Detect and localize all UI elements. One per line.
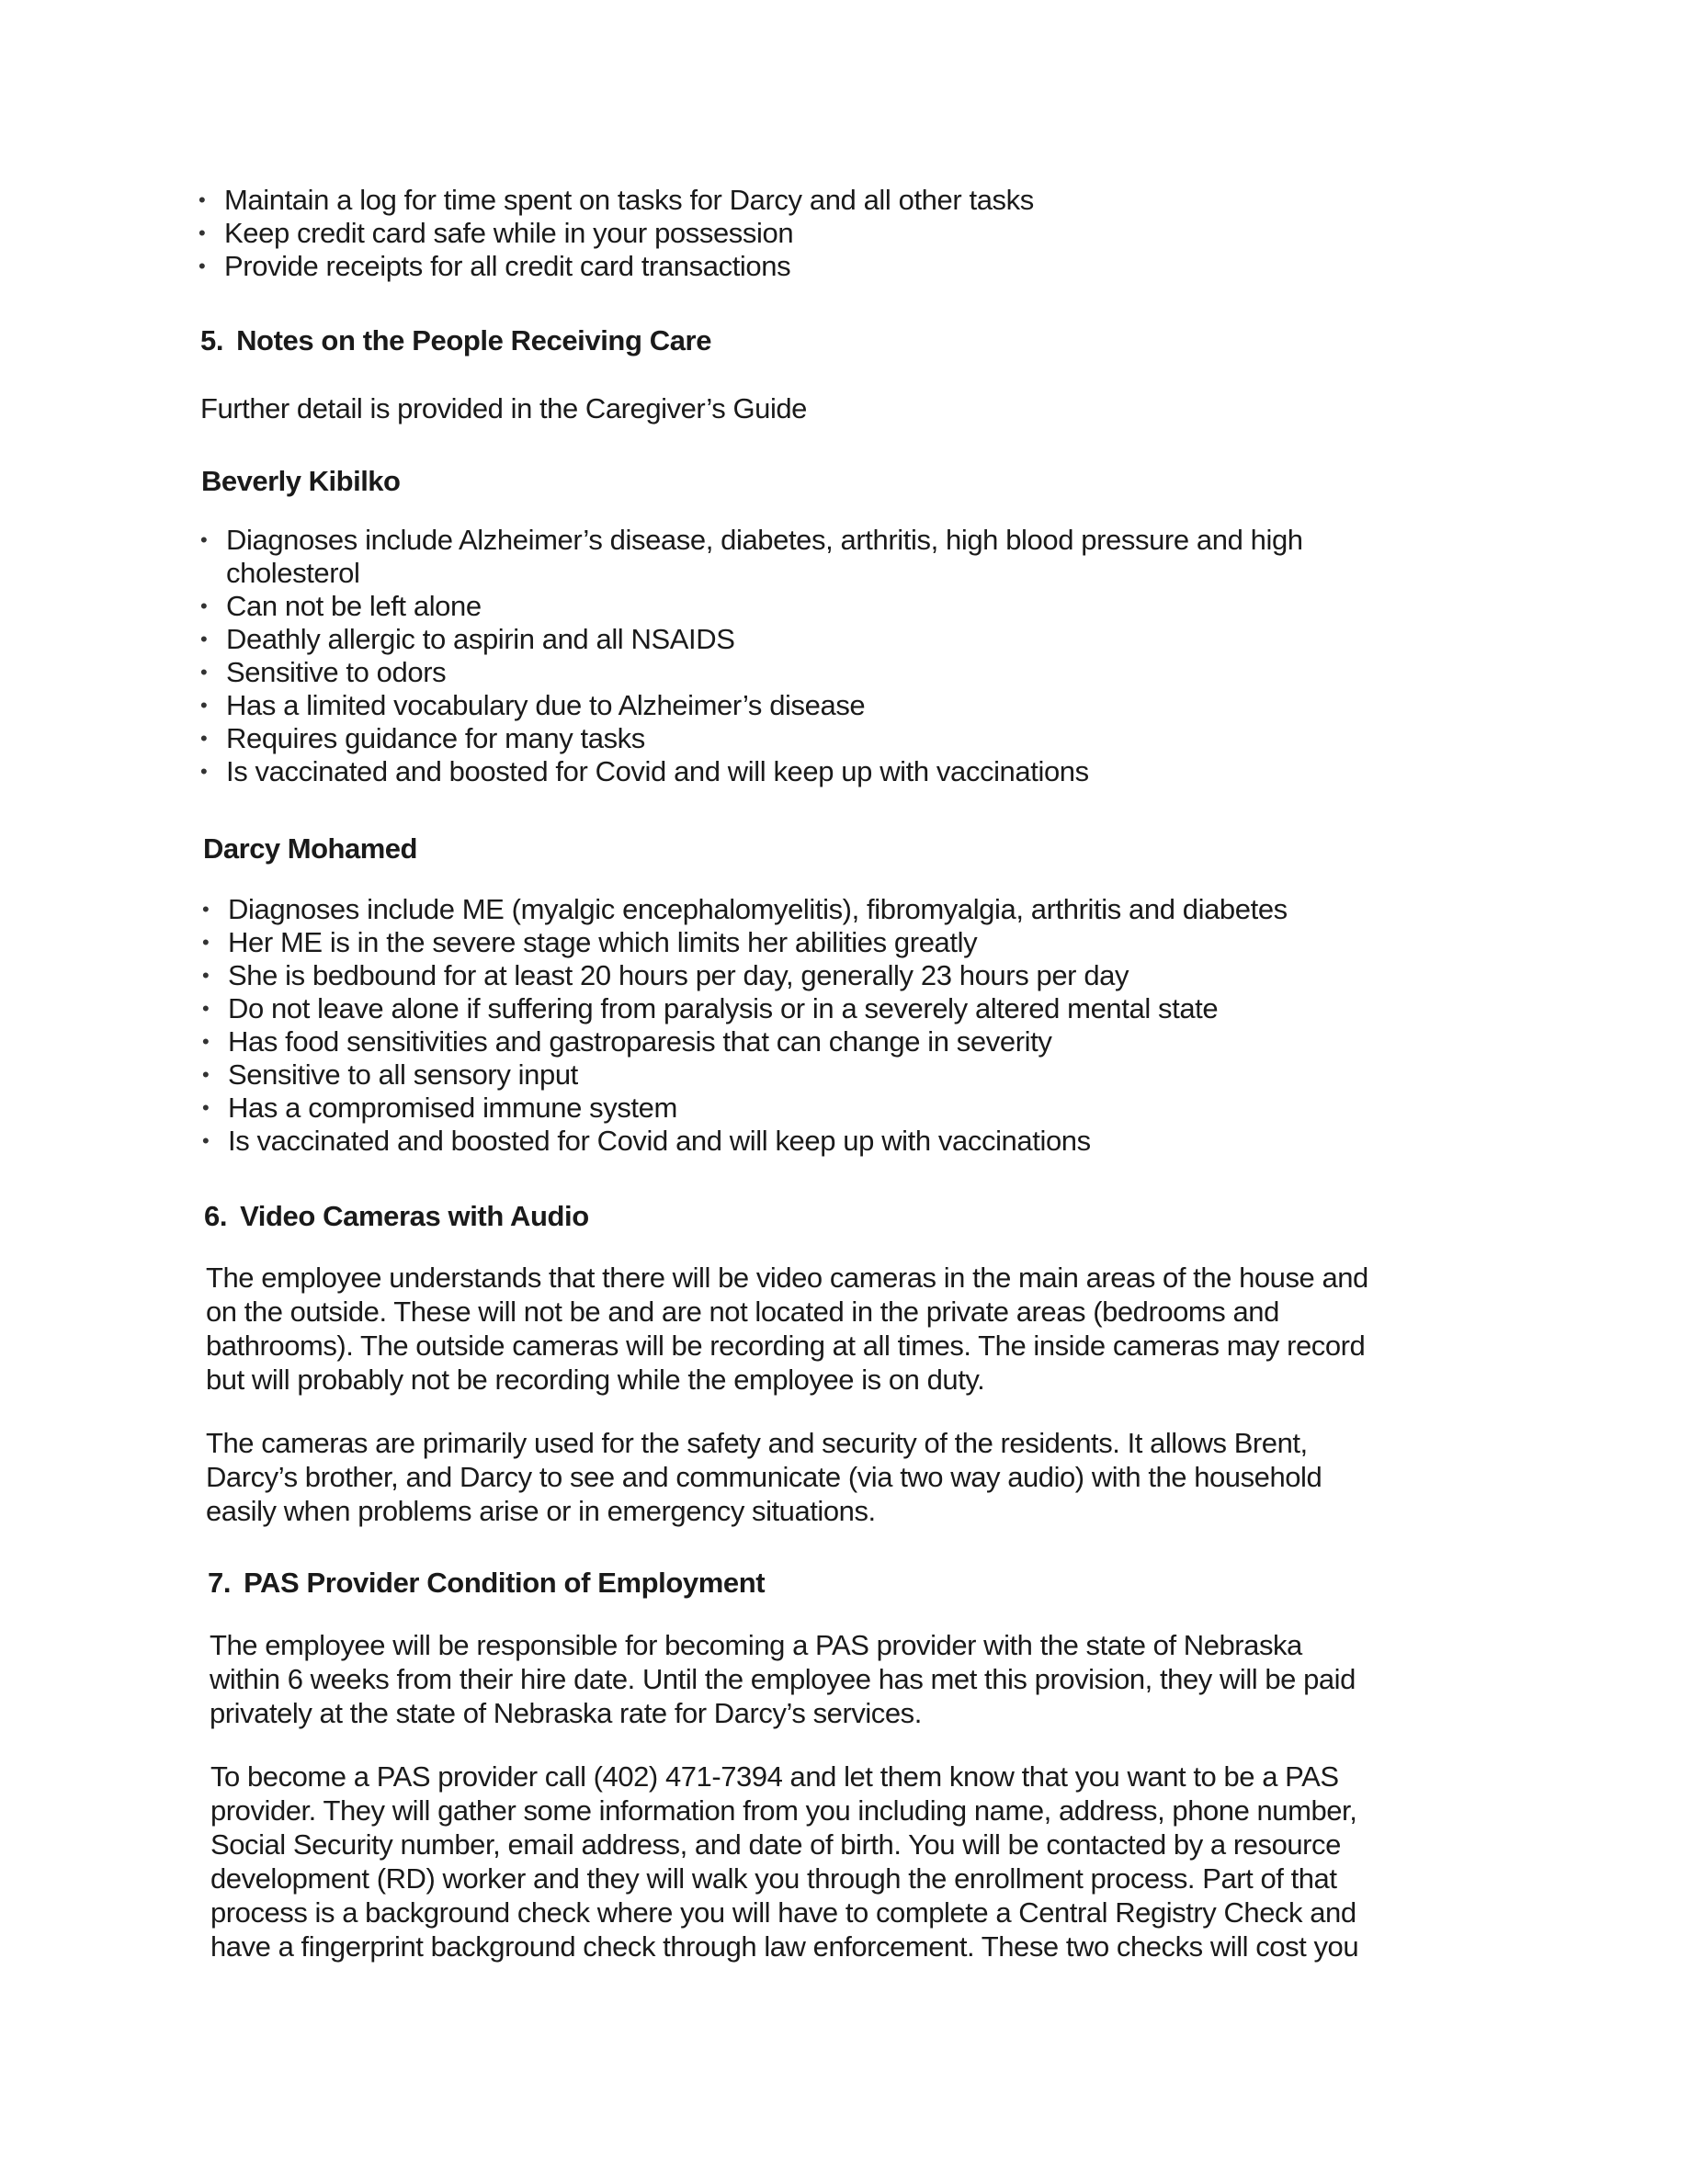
text-line: development (RD) worker and they will walk you through the enrollment process. Part of that [210, 1862, 1337, 1895]
list-item: • Do not leave alone if suffering from paralysis or in a severely altered mental state [202, 992, 1489, 1025]
text-line: Social Security number, email address, and date of birth. You will be contacted by a resource [210, 1828, 1341, 1861]
list-item: • Can not be left alone [200, 590, 1432, 623]
list-item: • Sensitive to all sensory input [202, 1058, 1489, 1092]
section-number: 6. [204, 1200, 228, 1232]
section-6-heading [204, 1199, 589, 1234]
section-5-heading [200, 323, 711, 358]
section-number: 5. [200, 324, 224, 356]
section-5-intro: Further detail is provided in the Caregiver’s Guide [200, 392, 807, 424]
text-line: To become a PAS provider call (402) 471-7394 and let them know that you want to be a PAS [210, 1760, 1339, 1793]
text-line: The employee will be responsible for becoming a PAS provider with the state of Nebraska [210, 1629, 1302, 1661]
list-item: • Has a limited vocabulary due to Alzheimer’s disease [200, 689, 1432, 722]
darcy-notes-list [202, 893, 1489, 1158]
text-line: within 6 weeks from their hire date. Until the employee has met this provision, they will be paid [210, 1663, 1356, 1695]
section-title: Notes on the People Receiving Care [236, 324, 712, 356]
section-7-heading [208, 1566, 765, 1601]
text-line: but will probably not be recording while the employee is on duty. [206, 1364, 985, 1396]
list-item: • Diagnoses include ME (myalgic encephalomyelitis), fibromyalgia, arthritis and diabetes [202, 893, 1489, 926]
beverly-notes-list [200, 524, 1432, 788]
person-heading-darcy: Darcy Mohamed [203, 832, 417, 865]
text-line: bathrooms). The outside cameras will be recording at all times. The inside cameras may record [206, 1330, 1366, 1362]
list-item: • She is bedbound for at least 20 hours per day, generally 23 hours per day [202, 959, 1489, 992]
list-item: • Is vaccinated and boosted for Covid and will keep up with vaccinations [200, 755, 1432, 788]
section-title: PAS Provider Condition of Employment [244, 1567, 766, 1599]
text-line: easily when problems arise or in emergency situations. [206, 1495, 876, 1527]
text-line: have a fingerprint background check through law enforcement. These two checks will cost you [210, 1930, 1359, 1963]
text-line: Darcy’s brother, and Darcy to see and communicate (via two way audio) with the household [206, 1461, 1322, 1493]
list-item: • Provide receipts for all credit card transactions [199, 250, 1393, 283]
text-line: process is a background check where you will have to complete a Central Registry Check and [210, 1896, 1356, 1929]
text-line: on the outside. These will not be and are not located in the private areas (bedrooms and [206, 1296, 1279, 1328]
list-item: • Maintain a log for time spent on tasks for Darcy and all other tasks [199, 184, 1393, 217]
list-item: • Has a compromised immune system [202, 1092, 1489, 1125]
text-line: The cameras are primarily used for the safety and security of the residents. It allows Brent, [206, 1427, 1308, 1459]
list-item: • Keep credit card safe while in your possession [199, 217, 1393, 250]
section-7-paragraph-2 [210, 1760, 1515, 1963]
responsibilities-list [199, 184, 1393, 283]
list-item: • Has food sensitivities and gastroparesis that can change in severity [202, 1025, 1489, 1058]
section-title: Video Cameras with Audio [240, 1200, 589, 1232]
section-6-paragraph-2 [206, 1426, 1511, 1528]
text-line: privately at the state of Nebraska rate for Darcy’s services. [210, 1697, 922, 1729]
section-7-paragraph-1 [210, 1628, 1515, 1730]
list-item: • Diagnoses include Alzheimer’s disease, diabetes, arthritis, high blood pressure and high cholesterol [200, 524, 1432, 590]
list-item: • Sensitive to odors [200, 656, 1432, 689]
text-line: The employee understands that there will be video cameras in the main areas of the house and [206, 1262, 1368, 1294]
section-6-paragraph-1 [206, 1261, 1511, 1397]
list-item: • Requires guidance for many tasks [200, 722, 1432, 755]
list-item: • Her ME is in the severe stage which limits her abilities greatly [202, 926, 1489, 959]
text-line: provider. They will gather some information from you including name, address, phone number, [210, 1794, 1357, 1827]
person-heading-beverly: Beverly Kibilko [201, 465, 401, 497]
list-item: • Is vaccinated and boosted for Covid and will keep up with vaccinations [202, 1125, 1489, 1158]
list-item: • Deathly allergic to aspirin and all NSAIDS [200, 623, 1432, 656]
section-number: 7. [208, 1567, 232, 1599]
